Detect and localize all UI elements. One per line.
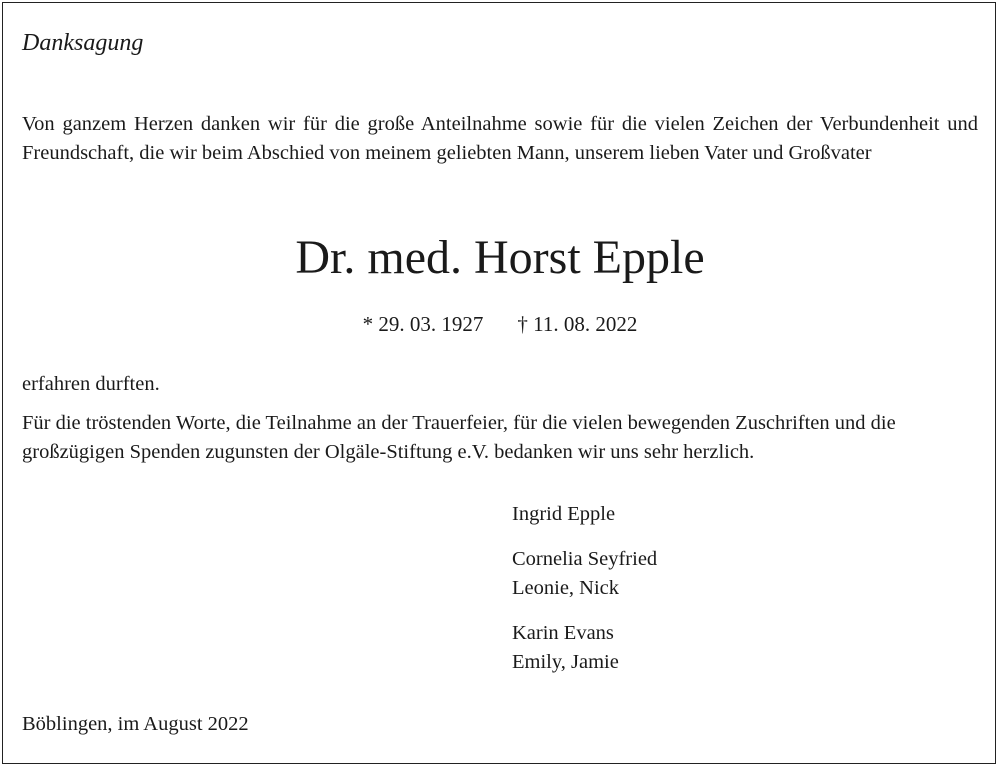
continuation-text: erfahren durften. bbox=[22, 373, 160, 395]
death-date: † 11. 08. 2022 bbox=[517, 312, 638, 336]
place-date: Böblingen, im August 2022 bbox=[22, 713, 249, 735]
life-dates bbox=[0, 310, 1000, 338]
signer-group bbox=[512, 500, 657, 529]
signatories bbox=[512, 500, 657, 693]
notice-heading: Danksagung bbox=[22, 30, 144, 56]
birth-date: * 29. 03. 1927 bbox=[362, 312, 484, 336]
signer-name: Cornelia Seyfried bbox=[512, 548, 658, 570]
signer-group bbox=[512, 619, 657, 677]
deceased-name: Dr. med. Horst Epple bbox=[295, 231, 705, 284]
signer-name: Leonie, Nick bbox=[512, 577, 620, 599]
thanks-paragraph: Für die tröstenden Worte, die Teilnahme an der Trauerfeier, für die vielen bewegenden Zuschriften und die großzügigen Spenden zugunsten der Olgäle-Stiftung e.V. bedanken wir uns sehr herzlich. bbox=[22, 412, 896, 463]
signer-group bbox=[512, 545, 657, 603]
signer-name: Ingrid Epple bbox=[512, 503, 616, 525]
signer-name: Karin Evans bbox=[512, 622, 614, 644]
intro-paragraph: Von ganzem Herzen danken wir für die große Anteilnahme sowie für die vielen Zeichen der Verbundenheit und Freundschaft, die wir beim Abschied von meinem geliebten Mann, unserem lieben Vater und Großvater bbox=[22, 113, 978, 164]
signer-name: Emily, Jamie bbox=[512, 651, 619, 673]
